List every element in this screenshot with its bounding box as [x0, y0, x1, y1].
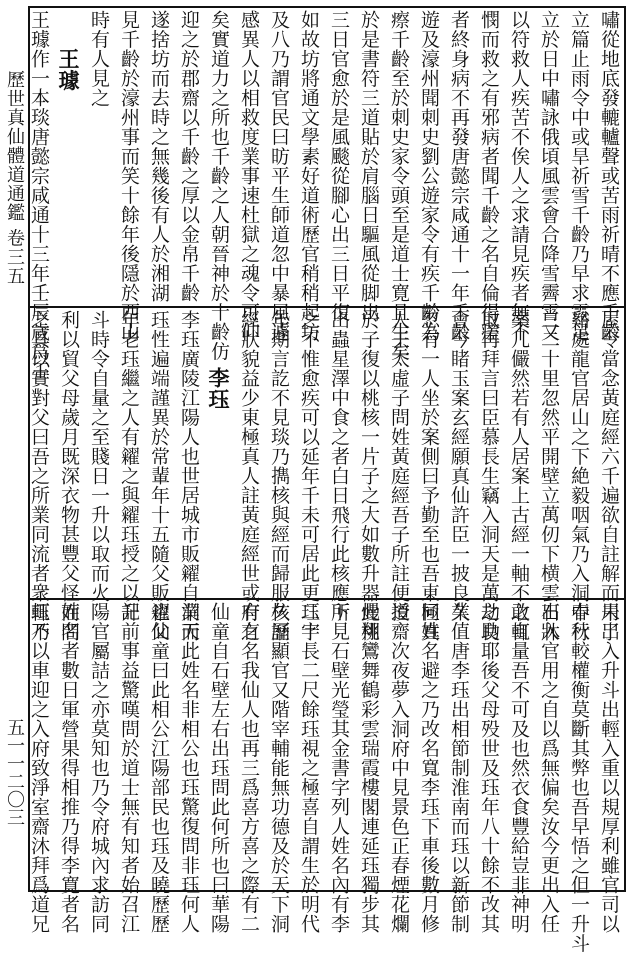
text-column: 嘯從地底發轆轤聲或苦雨祈晴不應千齡 [598, 10, 620, 342]
text-column: 感異人以相救度業事速杜獄之魂令可仰 [238, 10, 260, 342]
text-column: 立於日中嘯詠俄頃風雲會合降雪霽霄又 [538, 10, 560, 342]
text-column: 久歷顯官又階宰輔能無功德及於天下洞 [268, 602, 290, 934]
text-column: 遊及濠州聞刺史劉公遊家令有疾千齡為 [418, 10, 440, 342]
text-column: 立篇止雨令中或旱祈雪千齡乃早求霓足 [568, 10, 590, 342]
text-column: 王璩作一本琰唐懿宗咸通十三年壬辰歲爲王 [28, 10, 50, 381]
text-column: 三二十里忽然平開壁立萬仞下横雲石牀 [538, 310, 560, 642]
text-column: 以符救人疾苦不俟人之求請見疾者無不 [508, 10, 530, 342]
text-column: 屋令當念黃庭經六千遍欲自註解而未了 [598, 310, 620, 642]
text-column: 及八乃謂官民曰昉平生師道忽中暴風遽 [268, 10, 290, 342]
text-column: 姓名者數日軍營果得相推乃得李寛者名 [58, 602, 80, 934]
text-column: 之具以實對父曰吾之所業同流者衆輒不 [28, 310, 50, 642]
section-title: 李珏 [206, 367, 231, 410]
text-column: 出蟲星澤中食之者白日飛行此核應所 [328, 310, 350, 622]
text-column: 業值唐李珏出相節制淮南而珏以新節制 [448, 602, 470, 934]
text-column: 如故坊將通文學素好道術歷官稍稍起坊 [298, 10, 320, 342]
text-column: 案几儼然若有人居案上古經一軸不敢輒 [508, 310, 530, 642]
text-column: 珏性遍端謹異於常輩年十五隨父販糴父 [148, 310, 170, 642]
text-column: 記前事益驚嘆問於道士無有知者始召江 [118, 602, 140, 934]
text-column: 遂捨坊而去時之無幾後有人於湘湖 [148, 10, 170, 303]
text-column: 用出入升斗出輕入重以規厚利雖官司以 [598, 602, 620, 934]
text-column: 谿處龍官居山之下絶毅咽氣乃入洞中行 [568, 310, 590, 642]
text-column: 取再拜言曰臣慕長生竊入洞天是萬劫良 [478, 310, 500, 642]
text-column: 利以貿父母歲月既深衣物甚豐父怪而問 [58, 310, 80, 642]
text-column: 憫而救之有邪病者聞千齡之名自倫得瘥 [478, 10, 500, 342]
text-column: 時有人見之 [88, 10, 110, 108]
text-column: 洞天此姓名非相公也珏驚復問非珏何人 [178, 602, 200, 934]
text-column: 者終身病不再發唐懿宗咸通十一年千齡 [448, 10, 470, 342]
text-column: 三日官愈於是風颷從腳心出三日平復 [328, 10, 350, 322]
text-column: 忽有一人坐於案側曰予勤至也吾東極真 [418, 310, 440, 642]
text-column: 府有名我仙人也再三爲喜方喜之際有二 [238, 602, 260, 934]
text-column: 春秋較權衡莫斷其弊也吾早悟之但一升斗 [568, 602, 590, 953]
page-number-margin: 五一一二〇三 [4, 718, 25, 826]
section-title: 王璩 [56, 48, 81, 91]
text-column: 李珏廣陵江陽人也世居城市販糴自業而 [178, 310, 200, 642]
text-column: 出入官用之自以爲無偏矣汝今更出入任 [538, 602, 560, 934]
text-column: 珏字長二尺餘珏視之極喜自謂生於明代 [298, 602, 320, 934]
text-column: 下見石壁光瑩其金書字列人姓名內有李 [328, 602, 350, 934]
text-column: 年期言訖不見琰乃擕核與經而歸服核誦 [268, 310, 290, 642]
text-column: 陽官屬詰之亦莫知也乃令府城內求訪同 [88, 602, 110, 934]
text-column: 於是書符三道貼於肩腦日驅風從脚出 [358, 10, 380, 322]
text-column: 會今睹玉案玄經願真仙許臣一披良久 [448, 310, 470, 622]
panel-upper [28, 10, 622, 381]
text-column: 之不惟愈疾可以延年千未可居此更二十 [298, 310, 320, 642]
text-column: 仙童自石壁左右出珏問此何所也曰華陽 [208, 602, 230, 934]
text-column: 人王太虛子問姓黃庭經吾子所註便授 [388, 310, 410, 622]
text-column: 於子復以桃核一片子之大如數升器此桃 [358, 310, 380, 642]
text-column: 同姓名避之乃改名寬李珏下車後數月修 [418, 602, 440, 934]
panel-lower [28, 602, 622, 953]
text-column: 熳翔鸞舞鶴彩雲瑞霞樓閣連延珏獨步其 [358, 602, 380, 934]
text-column: 斗時令自量之至賤日一升以取而火 [88, 310, 110, 603]
text-column: 道齋次夜夢入洞府中見景色正春煙花爛 [388, 602, 410, 934]
text-column: 珏乃以車迎之入府致淨室齋沐拜爲道兄 [28, 602, 50, 934]
text-column: 見千齡於濠州事而笑十餘年後隱於西山 [118, 10, 140, 342]
text-column: 經狀貌益少東極真人註黃庭經世或有之 [238, 310, 260, 642]
panel-middle [28, 310, 622, 642]
text-column: 也仙童曰此相公江陽部民也珏及曉歷歷 [148, 602, 170, 934]
text-column: 瘵千齡至於刺史家令頭至是道士寛且生矣 [388, 10, 410, 361]
text-column: 年老珏繼之人有糴之與糴珏授之以升 [118, 310, 140, 622]
text-column: 迎之於郡齋以千齡之厚以金帛千齡 [178, 10, 200, 303]
text-column: 之助耶後父母殁世及珏年八十餘不改其 [478, 602, 500, 934]
text-column: 之自量吾不可及也然衣食豐給豈非神明 [508, 602, 530, 934]
text-column: 矣實道力之所也千齡之人朝晉神於十齡仿 [208, 10, 230, 361]
book-title-margin: 歷世真仙體道通鑑 卷三五 [4, 70, 25, 286]
